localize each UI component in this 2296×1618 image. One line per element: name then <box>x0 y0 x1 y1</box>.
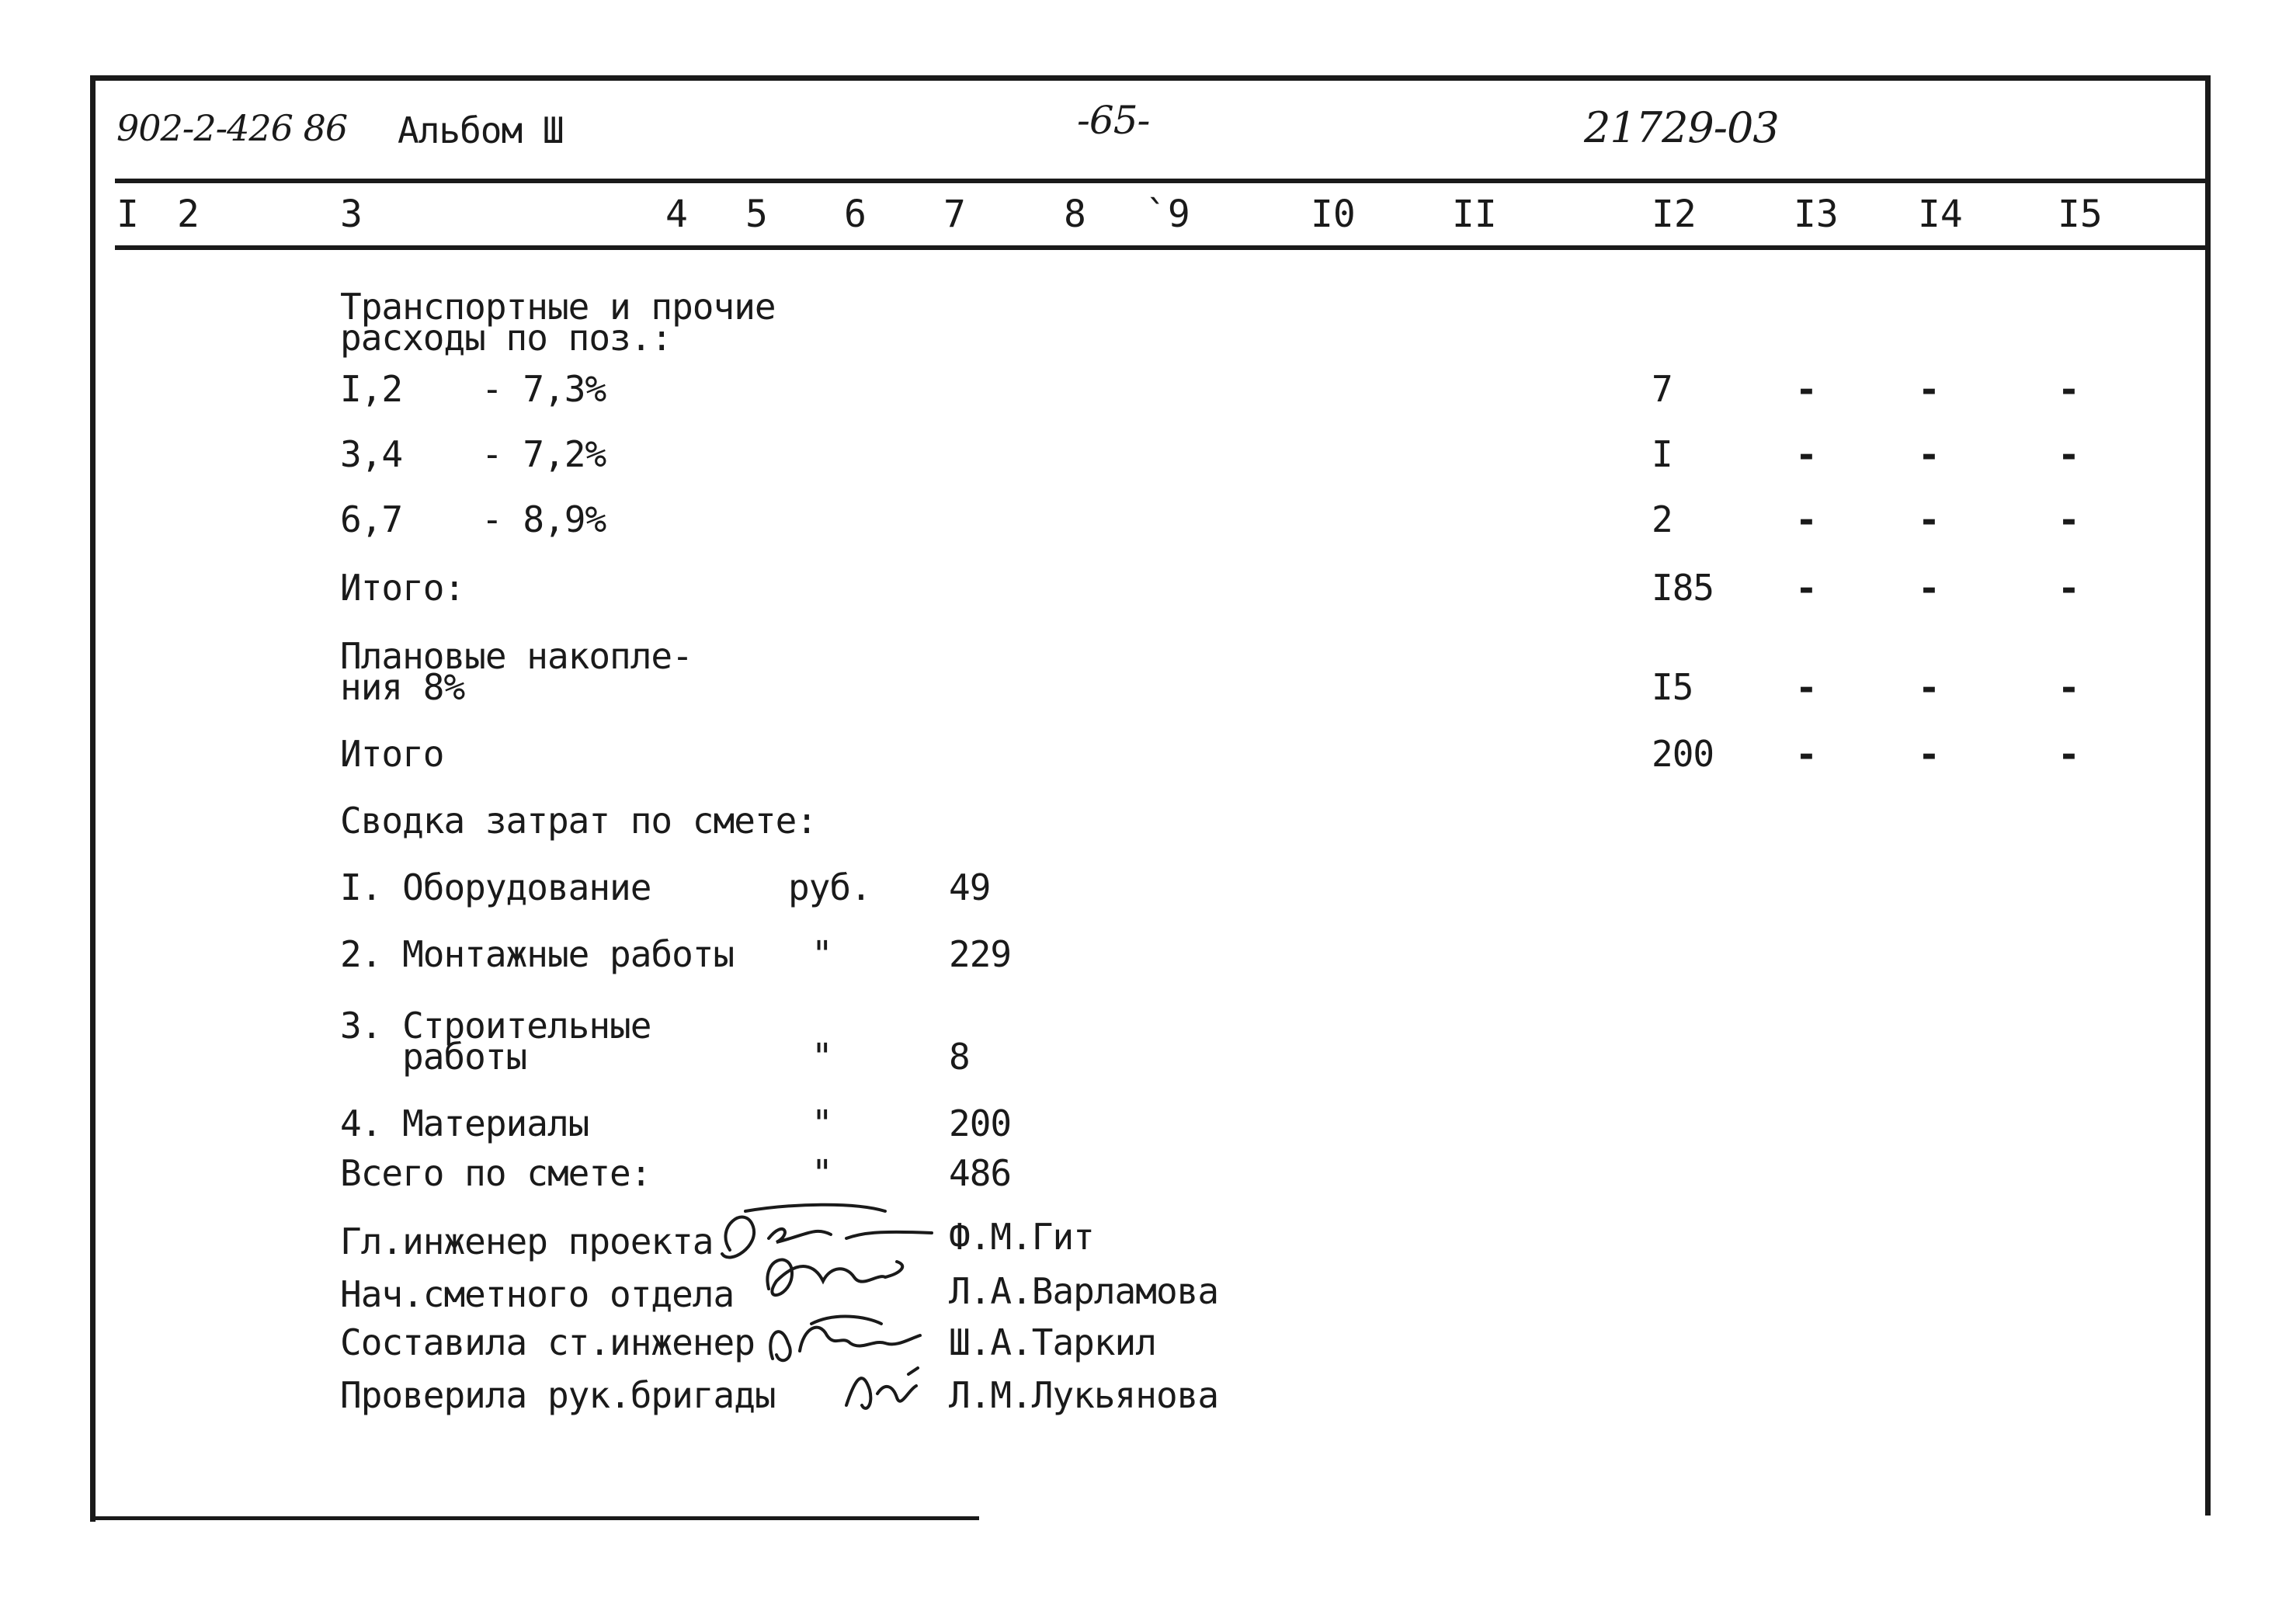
summary-item-label-line2: работы <box>402 1036 527 1078</box>
summary-item-unit: " <box>811 933 832 975</box>
frame-right-line <box>2205 75 2211 1516</box>
transport-row-pos: 3,4 <box>340 433 403 475</box>
transport-title-line1: Транспортные и прочие <box>340 286 776 328</box>
transport-row-pct: - 8,9% <box>481 498 606 540</box>
summary-total-unit: " <box>811 1152 832 1194</box>
planned-col12: I5 <box>1652 666 1693 708</box>
summary-item-label: 2. Монтажные работы <box>340 933 735 975</box>
column-number-15: I5 <box>2058 193 2103 236</box>
document-ref: 21729-03 <box>1584 103 1779 152</box>
transport-row-col14: - <box>1918 368 1940 411</box>
signature-role: Проверила рук.бригады <box>340 1374 776 1416</box>
signature-name: Ш.А.Таркил <box>949 1321 1156 1363</box>
handwritten-signature-4 <box>831 1351 932 1429</box>
transport-row-col13: - <box>1795 433 1818 477</box>
column-number-9: `9 <box>1145 193 1190 236</box>
total-label: Итого <box>340 733 444 775</box>
summary-item-label-line1: З. Строительные <box>340 1005 651 1047</box>
column-number-11: II <box>1452 193 1497 236</box>
transport-row-col13: - <box>1795 498 1818 542</box>
summary-item-value: 8 <box>949 1036 970 1078</box>
column-number-8: 8 <box>1064 193 1086 236</box>
transport-row-col15: - <box>2058 368 2080 411</box>
total-col13: - <box>1795 733 1818 776</box>
signature-name: Л.М.Лукьянова <box>949 1374 1219 1416</box>
summary-item-value: 49 <box>949 866 991 908</box>
doc-code: 902-2-426 86 <box>116 107 348 149</box>
total-col13: - <box>1795 567 1818 610</box>
column-number-3: 3 <box>340 193 363 236</box>
column-number-13: I3 <box>1794 193 1839 236</box>
column-number-7: 7 <box>943 193 966 236</box>
transport-row-col13: - <box>1795 368 1818 411</box>
album-label: Альбом Ш <box>398 109 564 151</box>
transport-row-col12: I <box>1652 433 1673 475</box>
column-number-10: I0 <box>1311 193 1356 236</box>
frame-top-line <box>90 75 2210 81</box>
transport-row-pct: - 7,2% <box>481 433 606 475</box>
summary-total-value: 486 <box>949 1152 1012 1194</box>
transport-row-pos: 6,7 <box>340 498 403 540</box>
column-number-4: 4 <box>665 193 688 236</box>
planned-col15: - <box>2058 666 2080 710</box>
frame-bottom-line <box>90 1516 979 1520</box>
column-number-14: I4 <box>1918 193 1963 236</box>
column-header-separator-line <box>115 245 2210 250</box>
transport-row-col15: - <box>2058 498 2080 542</box>
transport-row-col14: - <box>1918 498 1940 542</box>
column-number-6: 6 <box>844 193 867 236</box>
planned-label-line1: Плановые накопле- <box>340 635 693 677</box>
planned-label-line2: ния 8% <box>340 666 465 708</box>
summary-item-value: 229 <box>949 933 1012 975</box>
planned-col13: - <box>1795 666 1818 710</box>
column-number-1: I <box>116 193 139 236</box>
frame-left-line <box>90 75 96 1522</box>
transport-row-col15: - <box>2058 433 2080 477</box>
total-col14: - <box>1918 733 1940 776</box>
signature-role: Гл.инженер проекта <box>340 1220 714 1262</box>
transport-title-line2: расходы по поз.: <box>340 317 672 359</box>
summary-item-unit: " <box>811 1036 832 1078</box>
column-number-2: 2 <box>177 193 200 236</box>
total-label: Итого: <box>340 567 465 609</box>
transport-row-col14: - <box>1918 433 1940 477</box>
signature-name: Л.А.Варламова <box>949 1270 1219 1312</box>
summary-item-label: I. Оборудование <box>340 866 651 908</box>
signature-name: Ф.М.Гит <box>949 1216 1094 1258</box>
header-separator-line <box>115 179 2210 183</box>
summary-total-label: Всего по смете: <box>340 1152 651 1194</box>
page-number: -65- <box>1077 98 1150 143</box>
total-col14: - <box>1918 567 1940 610</box>
transport-row-col12: 2 <box>1652 498 1673 540</box>
signature-role: Нач.сметного отдела <box>340 1273 735 1315</box>
total-col12: I85 <box>1652 567 1714 609</box>
signature-role: Составила ст.инженер <box>340 1321 755 1363</box>
summary-item-value: 200 <box>949 1102 1012 1144</box>
handwritten-signature-2 <box>745 1242 924 1312</box>
summary-item-unit: руб. <box>788 866 871 908</box>
summary-item-unit: " <box>811 1102 832 1144</box>
transport-row-pos: I,2 <box>340 368 403 410</box>
column-number-5: 5 <box>745 193 768 236</box>
total-col12: 200 <box>1652 733 1714 775</box>
planned-col14: - <box>1918 666 1940 710</box>
total-col15: - <box>2058 567 2080 610</box>
transport-row-col12: 7 <box>1652 368 1673 410</box>
column-number-12: I2 <box>1652 193 1697 236</box>
summary-item-label: 4. Материалы <box>340 1102 589 1144</box>
transport-row-pct: - 7,3% <box>481 368 606 410</box>
total-col15: - <box>2058 733 2080 776</box>
summary-title: Сводка затрат по смете: <box>340 800 817 842</box>
